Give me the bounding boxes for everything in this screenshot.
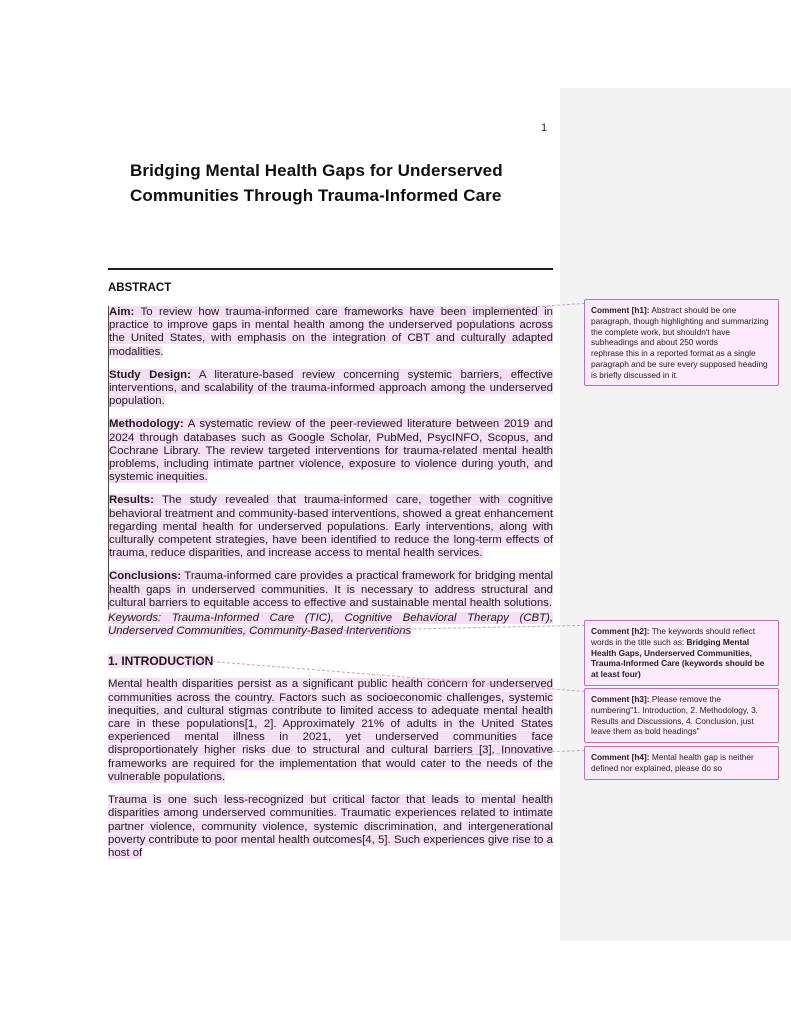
comment-label-h4: Comment [h4]: [591,752,650,762]
comment-box-h2[interactable] [584,620,779,686]
abstract-section-aim [109,306,553,359]
abstract-heading: ABSTRACT [108,282,172,294]
abstract-label-study-design: Study Design: [109,368,191,381]
abstract-text-aim: To review how trauma-informed care frameworks have been implemented in practice to improve gaps in mental health among the underserved populations across the United States, with emphasis on the integration of CBT and culturally adapted modalities. [109,306,553,358]
document-body [108,158,553,860]
abstract-text-study-design: A literature-based review concerning systemic barriers, effective interventions, and scalability of the trauma-informed approach among the underserved population. [109,368,554,408]
abstract-section-methodology [109,418,553,484]
abstract-section-study-design [109,369,553,409]
comment-text-h3: Please remove the numbering"1. Introduction, 2. Methodology, 3. Results and Discussions, 4. Conclusion, just leave them as bold headings" [591,694,758,737]
comment-text-h1: Abstract should be one paragraph, though highlighting and summarizing the complete work, but shouldn't have subheadings and about 250 words [591,305,769,348]
introduction-heading [108,654,553,668]
comment-box-h3[interactable] [584,688,779,743]
abstract-text-results: The study revealed that trauma-informed care, together with cognitive behavioral treatment and community-based interventions, showed a great enhancement regarding mental health for underserved populations. Early interventions, along with culturally competent strategies, have been identified to reduce the long-term effects of trauma, reduce disparities, and increase access to mental health services. [109,494,553,560]
page-number: 1 [541,122,548,134]
document-title: Bridging Mental Health Gaps for Underserved Communities Through Trauma-Informed Care [130,161,503,205]
comments-pane [560,88,791,941]
keywords-text: Trauma-Informed Care (TIC), Cognitive Behavioral Therapy (CBT), Underserved Communities, Community-Based Interventions [108,612,553,638]
divider-rule [108,268,553,270]
intro-paragraph-1: Mental health disparities persist as a significant public health concern for underserved communities across the country. Factors such as socioeconomic challenges, systemic inequities, and cultural stigmas contribute to limited access to adequate mental health care in these populations[1, 2]. Approximately 21% of adults in the United States experienced mental illness in 2021, yet underserved communities face disproportionately higher risks due to structural and cultural barriers [3]. Innovative frameworks are required for the implementation that would cater to the needs of the vulnerable populations. [108,678,553,783]
comment-box-h1[interactable] [584,299,779,386]
abstract-text-methodology: A systematic review of the peer-reviewed literature between 2019 and 2024 through databases such as Google Scholar, PubMed, PsycINFO, Scopus, and Cochrane Library. The review targeted interventions for trauma-related mental health problems, including intimate partner violence, exposure to violence during youth, and systemic inequities. [109,418,553,484]
abstract-section-conclusions [109,570,553,610]
comment-label-h1: Comment [h1]: [591,305,650,315]
comment-label-h3: Comment [h3]: [591,694,650,704]
introduction-heading-text: 1. INTRODUCTION [108,654,214,669]
abstract-section-results [109,494,553,560]
comment-label-h2: Comment [h2]: [591,626,650,636]
comment-bold-text-h2: Bridging Mental Health Gaps, Underserved Communities, Trauma-Informed Care (keywords should be at least four) [591,636,765,680]
abstract-label-methodology: Methodology: [109,418,184,431]
comment-text-h2: The keywords should reflect words in the title such as: [591,626,756,647]
comment-text-h4: Mental health gap is neither defined nor explained, please do so [591,752,754,773]
abstract-label-aim: Aim: [109,306,135,318]
comment-text2-h1: rephrase this in a reported format as a single paragraph and be sure every supposed heading is briefly discussed in it. [591,348,768,380]
keywords-line [108,612,553,638]
intro-paragraph-2: Trauma is one such less-recognized but critical factor that leads to mental health disparities among underserved communities. Traumatic experiences related to intimate partner violence, community violence, systemic discrimination, and intergenerational poverty contribute to poor mental health outcomes[4, 5]. Such experiences give rise to a host of [108,794,553,859]
abstract-text-conclusions: Trauma-informed care provides a practical framework for bridging mental health gaps in underserved communities. It is necessary to address structural and cultural barriers to equitable access to effective and sustainable mental health solutions. [109,570,553,609]
abstract-label-conclusions: Conclusions: [109,570,182,583]
keywords-label: Keywords: [108,612,162,625]
comment-box-h4[interactable] [584,746,779,780]
abstract-label-results: Results: [109,494,154,507]
abstract-section-group [108,306,553,610]
